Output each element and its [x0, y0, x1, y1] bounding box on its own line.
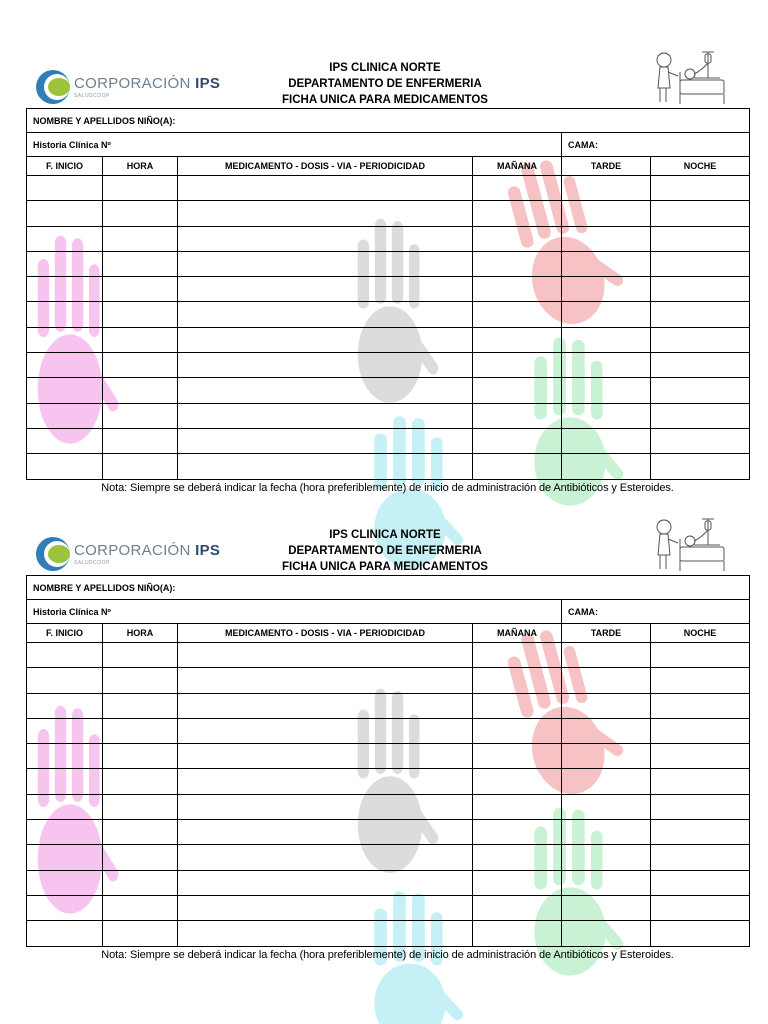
patient-name-field[interactable]	[27, 109, 750, 133]
form-title: FICHA UNICA PARA MEDICAMENTOS	[282, 94, 488, 106]
table-cell[interactable]	[473, 794, 562, 819]
table-cell[interactable]	[178, 353, 473, 378]
table-cell[interactable]	[473, 718, 562, 743]
table-cell[interactable]	[651, 378, 750, 403]
table-row	[27, 744, 750, 769]
table-cell[interactable]	[27, 226, 103, 251]
table-cell[interactable]	[27, 921, 103, 946]
table-cell[interactable]	[178, 201, 473, 226]
table-cell[interactable]	[103, 870, 178, 895]
table-cell[interactable]	[27, 718, 103, 743]
table-cell[interactable]	[103, 251, 178, 276]
table-row	[27, 693, 750, 718]
table-row	[27, 176, 750, 201]
table-cell[interactable]	[651, 327, 750, 352]
table-cell[interactable]	[473, 845, 562, 870]
table-cell[interactable]	[562, 327, 651, 352]
table-cell[interactable]	[103, 403, 178, 428]
table-cell[interactable]	[27, 744, 103, 769]
table-cell[interactable]	[103, 643, 178, 668]
table-cell[interactable]	[27, 769, 103, 794]
table-cell[interactable]	[27, 327, 103, 352]
table-cell[interactable]	[178, 744, 473, 769]
table-cell[interactable]	[27, 201, 103, 226]
table-cell[interactable]	[178, 403, 473, 428]
table-cell[interactable]	[103, 428, 178, 453]
logo-mark-icon	[34, 68, 72, 106]
table-cell[interactable]	[103, 794, 178, 819]
table-cell[interactable]	[27, 794, 103, 819]
table-cell[interactable]	[27, 668, 103, 693]
table-cell[interactable]	[562, 428, 651, 453]
corporacion-ips-logo	[34, 535, 221, 573]
table-cell[interactable]	[651, 302, 750, 327]
col-header-start-date: F. INICIO	[27, 157, 103, 176]
table-cell[interactable]	[473, 693, 562, 718]
table-cell[interactable]	[178, 921, 473, 946]
table-cell[interactable]	[562, 201, 651, 226]
table-cell[interactable]	[103, 668, 178, 693]
col-header-time: HORA	[103, 157, 178, 176]
table-cell[interactable]	[178, 378, 473, 403]
table-cell[interactable]	[562, 820, 651, 845]
medication-table	[26, 108, 750, 480]
table-cell[interactable]	[562, 668, 651, 693]
department-name: DEPARTAMENTO DE ENFERMERIA	[288, 545, 482, 557]
table-row	[27, 718, 750, 743]
table-cell[interactable]	[562, 277, 651, 302]
table-cell[interactable]	[651, 744, 750, 769]
col-header-morning: MAÑANA	[473, 157, 562, 176]
nurse-child-bed-illustration	[650, 515, 730, 575]
table-cell[interactable]	[562, 870, 651, 895]
col-header-night: NOCHE	[651, 157, 750, 176]
table-cell[interactable]	[103, 277, 178, 302]
table-cell[interactable]	[651, 201, 750, 226]
form-title: FICHA UNICA PARA MEDICAMENTOS	[282, 561, 488, 573]
table-cell[interactable]	[562, 895, 651, 920]
table-cell[interactable]	[103, 327, 178, 352]
table-cell[interactable]	[473, 201, 562, 226]
table-cell[interactable]	[473, 769, 562, 794]
table-cell[interactable]	[103, 895, 178, 920]
logo-text: CORPORACIÓN IPS	[74, 75, 221, 92]
table-cell[interactable]	[27, 251, 103, 276]
table-cell[interactable]	[178, 718, 473, 743]
table-cell[interactable]	[562, 226, 651, 251]
bed-field[interactable]	[562, 600, 750, 624]
table-row	[27, 378, 750, 403]
table-cell[interactable]	[178, 895, 473, 920]
table-row	[27, 302, 750, 327]
clinical-history-label: Historia Clínica Nº	[33, 606, 111, 617]
table-row	[27, 895, 750, 920]
table-cell[interactable]	[562, 643, 651, 668]
table-row	[27, 794, 750, 819]
table-cell[interactable]	[651, 820, 750, 845]
table-cell[interactable]	[103, 769, 178, 794]
medication-form-bottom	[0, 467, 768, 961]
table-cell[interactable]	[103, 693, 178, 718]
table-cell[interactable]	[651, 428, 750, 453]
table-cell[interactable]	[27, 176, 103, 201]
table-cell[interactable]	[651, 643, 750, 668]
clinical-history-label: Historia Clínica Nº	[33, 139, 111, 150]
table-cell[interactable]	[103, 921, 178, 946]
table-cell[interactable]	[473, 176, 562, 201]
table-cell[interactable]	[103, 718, 178, 743]
table-cell[interactable]	[178, 327, 473, 352]
logo-tagline: SALUDCOOP	[74, 93, 110, 99]
logo-mark-icon	[34, 535, 72, 573]
institution-name: IPS CLINICA NORTE	[329, 62, 441, 74]
table-row	[27, 428, 750, 453]
table-cell[interactable]	[27, 277, 103, 302]
table-cell[interactable]	[651, 870, 750, 895]
table-cell[interactable]	[27, 820, 103, 845]
table-cell[interactable]	[473, 428, 562, 453]
form-heading	[220, 60, 550, 108]
table-cell[interactable]	[27, 643, 103, 668]
table-row	[27, 668, 750, 693]
table-cell[interactable]	[103, 176, 178, 201]
table-cell[interactable]	[178, 176, 473, 201]
col-header-afternoon: TARDE	[562, 157, 651, 176]
table-cell[interactable]	[103, 378, 178, 403]
table-row	[27, 353, 750, 378]
table-cell[interactable]	[473, 251, 562, 276]
table-cell[interactable]	[178, 302, 473, 327]
table-row	[27, 403, 750, 428]
table-cell[interactable]	[473, 921, 562, 946]
table-row	[27, 201, 750, 226]
table-cell[interactable]	[651, 668, 750, 693]
form-heading	[220, 527, 550, 575]
table-cell[interactable]	[562, 845, 651, 870]
table-cell[interactable]	[178, 251, 473, 276]
table-cell[interactable]	[178, 820, 473, 845]
table-cell[interactable]	[562, 693, 651, 718]
table-cell[interactable]	[178, 226, 473, 251]
patient-name-label: NOMBRE Y APELLIDOS NIÑO(A):	[33, 582, 176, 593]
table-cell[interactable]	[562, 176, 651, 201]
table-cell[interactable]	[178, 769, 473, 794]
table-cell[interactable]	[562, 794, 651, 819]
table-cell[interactable]	[27, 845, 103, 870]
table-cell[interactable]	[27, 302, 103, 327]
clinical-history-field[interactable]	[27, 600, 562, 624]
table-row	[27, 921, 750, 946]
table-cell[interactable]	[27, 353, 103, 378]
bed-label: CAMA:	[568, 606, 598, 617]
table-row	[27, 845, 750, 870]
table-cell[interactable]	[103, 845, 178, 870]
table-cell[interactable]	[27, 428, 103, 453]
bed-field[interactable]	[562, 133, 750, 157]
bed-label: CAMA:	[568, 139, 598, 150]
table-cell[interactable]	[178, 845, 473, 870]
table-cell[interactable]	[651, 251, 750, 276]
table-cell[interactable]	[27, 870, 103, 895]
table-cell[interactable]	[473, 643, 562, 668]
table-cell[interactable]	[103, 302, 178, 327]
clinical-history-field[interactable]	[27, 133, 562, 157]
table-cell[interactable]	[651, 845, 750, 870]
col-header-afternoon: TARDE	[562, 624, 651, 643]
table-cell[interactable]	[473, 744, 562, 769]
table-cell[interactable]	[562, 403, 651, 428]
table-cell[interactable]	[27, 895, 103, 920]
corporacion-ips-logo	[34, 68, 221, 106]
form-note: Nota: Siempre se deberá indicar la fecha (hora preferiblemente) de inicio de administración de Antibióticos y Esteroides.	[101, 949, 674, 961]
table-cell[interactable]	[27, 403, 103, 428]
table-row	[27, 251, 750, 276]
table-cell[interactable]	[103, 201, 178, 226]
table-row	[27, 327, 750, 352]
table-cell[interactable]	[651, 895, 750, 920]
table-cell[interactable]	[651, 693, 750, 718]
table-cell[interactable]	[103, 226, 178, 251]
table-cell[interactable]	[103, 353, 178, 378]
table-cell[interactable]	[651, 277, 750, 302]
col-header-medication: MEDICAMENTO - DOSIS - VIA - PERIODICIDAD	[178, 157, 473, 176]
logo-tagline: SALUDCOOP	[74, 560, 110, 566]
table-cell[interactable]	[562, 251, 651, 276]
table-cell[interactable]	[473, 870, 562, 895]
col-header-medication: MEDICAMENTO - DOSIS - VIA - PERIODICIDAD	[178, 624, 473, 643]
table-cell[interactable]	[562, 353, 651, 378]
table-cell[interactable]	[473, 353, 562, 378]
table-cell[interactable]	[562, 302, 651, 327]
table-cell[interactable]	[562, 378, 651, 403]
table-cell[interactable]	[473, 895, 562, 920]
medication-table	[26, 575, 750, 947]
table-cell[interactable]	[562, 744, 651, 769]
medication-form-top	[0, 0, 768, 494]
table-cell[interactable]	[473, 820, 562, 845]
col-header-morning: MAÑANA	[473, 624, 562, 643]
department-name: DEPARTAMENTO DE ENFERMERIA	[288, 78, 482, 90]
table-cell[interactable]	[562, 769, 651, 794]
table-cell[interactable]	[178, 870, 473, 895]
patient-name-label: NOMBRE Y APELLIDOS NIÑO(A):	[33, 115, 176, 126]
table-cell[interactable]	[178, 277, 473, 302]
table-cell[interactable]	[473, 277, 562, 302]
table-cell[interactable]	[27, 693, 103, 718]
nurse-child-bed-illustration	[650, 48, 730, 108]
table-cell[interactable]	[473, 327, 562, 352]
table-cell[interactable]	[178, 428, 473, 453]
table-cell[interactable]	[651, 176, 750, 201]
table-cell[interactable]	[178, 693, 473, 718]
table-cell[interactable]	[178, 643, 473, 668]
col-header-night: NOCHE	[651, 624, 750, 643]
table-cell[interactable]	[651, 353, 750, 378]
form-note: Nota: Siempre se deberá indicar la fecha (hora preferiblemente) de inicio de administración de Antibióticos y Esteroides.	[101, 482, 674, 494]
table-cell[interactable]	[651, 794, 750, 819]
table-cell[interactable]	[178, 668, 473, 693]
table-cell[interactable]	[562, 718, 651, 743]
table-cell[interactable]	[651, 403, 750, 428]
table-cell[interactable]	[473, 668, 562, 693]
table-row	[27, 769, 750, 794]
col-header-start-date: F. INICIO	[27, 624, 103, 643]
table-cell[interactable]	[473, 226, 562, 251]
table-cell[interactable]	[651, 718, 750, 743]
institution-name: IPS CLINICA NORTE	[329, 529, 441, 541]
table-cell[interactable]	[103, 744, 178, 769]
table-row	[27, 643, 750, 668]
table-cell[interactable]	[473, 378, 562, 403]
table-row	[27, 870, 750, 895]
table-cell[interactable]	[178, 794, 473, 819]
table-cell[interactable]	[562, 921, 651, 946]
table-cell[interactable]	[651, 226, 750, 251]
col-header-time: HORA	[103, 624, 178, 643]
table-cell[interactable]	[27, 378, 103, 403]
table-cell[interactable]	[103, 820, 178, 845]
logo-text: CORPORACIÓN IPS	[74, 542, 221, 559]
table-cell[interactable]	[473, 302, 562, 327]
patient-name-field[interactable]	[27, 576, 750, 600]
table-cell[interactable]	[651, 769, 750, 794]
table-row	[27, 226, 750, 251]
table-row	[27, 820, 750, 845]
table-cell[interactable]	[651, 921, 750, 946]
table-row	[27, 277, 750, 302]
table-cell[interactable]	[473, 403, 562, 428]
